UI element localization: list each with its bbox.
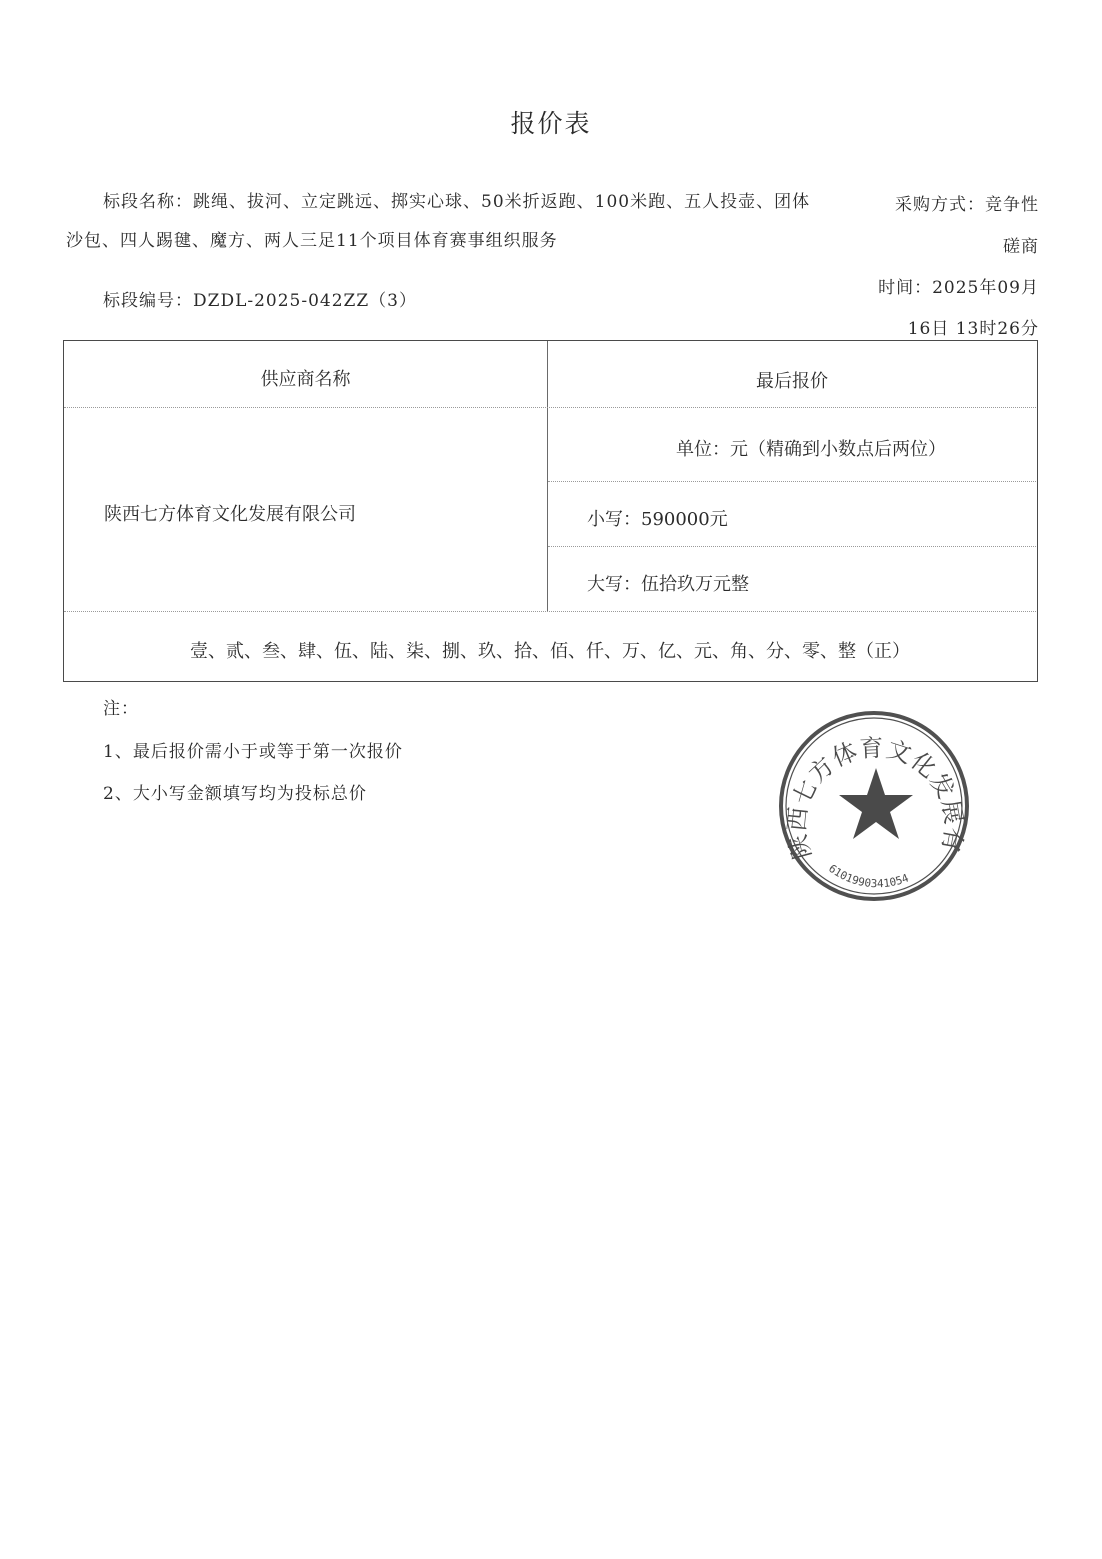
procurement-method-line1: 采购方式：竞争性: [895, 195, 1039, 215]
unit-note: 单位：元（精确到小数点后两位）: [676, 439, 946, 460]
project-code: 标段编号：DZDL-2025-042ZZ（3）: [103, 291, 418, 311]
time-line1: 时间：2025年09月: [878, 278, 1039, 298]
header-row-divider: [64, 407, 1036, 408]
note-item-2: 2、大小写金额填写均为投标总价: [103, 784, 367, 804]
company-seal: [776, 708, 972, 904]
note-item-1: 1、最后报价需小于或等于第一次报价: [103, 742, 403, 762]
procurement-method-line2: 磋商: [1003, 237, 1039, 257]
seal-graphic: [776, 708, 972, 904]
amount-row-divider: [548, 546, 1036, 547]
numerals-row-divider: [64, 611, 1036, 612]
quote-table: [63, 340, 1038, 682]
seal-company-text: 陕西七方体育文化发展有: [782, 733, 969, 863]
page-title: 报价表: [510, 109, 592, 138]
project-name-line1: 标段名称：跳绳、拔河、立定跳远、掷实心球、50米折返跑、100米跑、五人投壶、团体: [103, 192, 811, 212]
chinese-numerals-row: 壹、贰、叁、肆、伍、陆、柒、捌、玖、拾、佰、仟、万、亿、元、角、分、零、整（正）: [190, 641, 910, 662]
lowercase-amount: 小写：590000元: [587, 509, 728, 530]
unit-row-divider: [548, 481, 1036, 482]
uppercase-amount: 大写：伍拾玖万元整: [587, 574, 749, 595]
time-line2: 16日 13时26分: [907, 319, 1039, 339]
notes-label: 注：: [103, 699, 139, 719]
supplier-name-header: 供应商名称: [260, 369, 351, 390]
final-quote-header: 最后报价: [756, 371, 828, 392]
star-icon: [839, 768, 913, 839]
project-name-line2: 沙包、四人踢毽、魔方、两人三足11个项目体育赛事组织服务: [66, 231, 558, 251]
supplier-name: 陕西七方体育文化发展有限公司: [104, 504, 356, 525]
seal-code: 6101990341054: [826, 861, 911, 891]
